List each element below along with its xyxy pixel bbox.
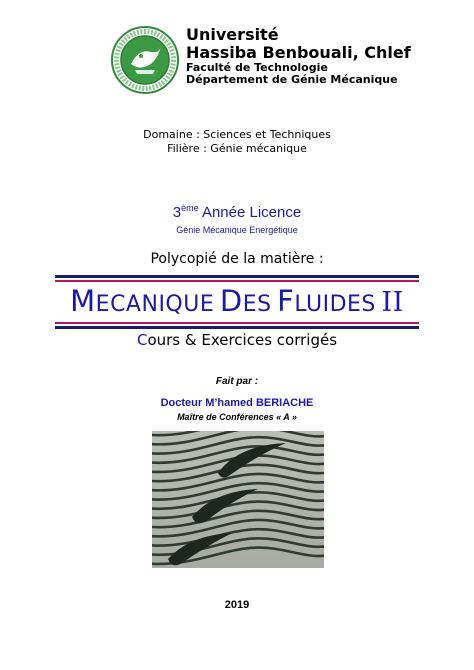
title-w2-cap: D [219, 284, 243, 318]
university-header [186, 26, 411, 86]
domain-block [0, 128, 474, 157]
subtitle-cap: C [136, 331, 148, 349]
faculty-name: Faculté de Technologie [186, 61, 328, 75]
title-w1-rest: ECANIQUE [95, 292, 215, 317]
subtitle-rest: ours & Exercices corrigés [147, 331, 338, 349]
author-grade: Maître de Conférences « A » [177, 412, 297, 422]
filiere-text: Filière : Génie mécanique [167, 142, 307, 156]
year-level-sup: ème [181, 203, 199, 213]
made-by-label: Fait par : [215, 376, 259, 387]
publication-year: 2019 [224, 599, 250, 611]
title-w2-rest: ES [242, 292, 272, 317]
title-number: II [381, 287, 404, 318]
year-level-number: 3 [172, 204, 182, 221]
polycopie-heading: Polycopié de la matière : [150, 251, 324, 267]
university-name-line1: Université [186, 25, 279, 44]
top-rule-thick [55, 275, 419, 278]
bottom-rule-thick [55, 326, 419, 329]
subtitle [0, 331, 474, 349]
title-w3-cap: F [277, 284, 295, 318]
top-rule-thin [55, 280, 419, 282]
university-seal-logo [111, 26, 179, 94]
top-title-rule [55, 275, 419, 282]
bottom-rule-thin [55, 322, 419, 324]
document-title [0, 284, 474, 318]
airfoil-cascade-flow-image [152, 431, 324, 568]
university-name-line2: Hassiba Benbouali, Chlef [186, 42, 411, 62]
title-w3-rest: LUIDES [294, 292, 376, 317]
author-name: Docteur M’hamed BERIACHE [160, 397, 314, 409]
title-w1-cap: M [70, 284, 96, 318]
year-level-text: Année Licence [198, 204, 302, 221]
department-name: Département de Génie Mécanique [186, 73, 398, 87]
domaine-text: Domaine : Sciences et Techniques [143, 128, 331, 141]
bottom-title-rule [55, 322, 419, 329]
year-level [0, 203, 474, 221]
specialty: Génie Mécanique Energétique [176, 225, 298, 235]
